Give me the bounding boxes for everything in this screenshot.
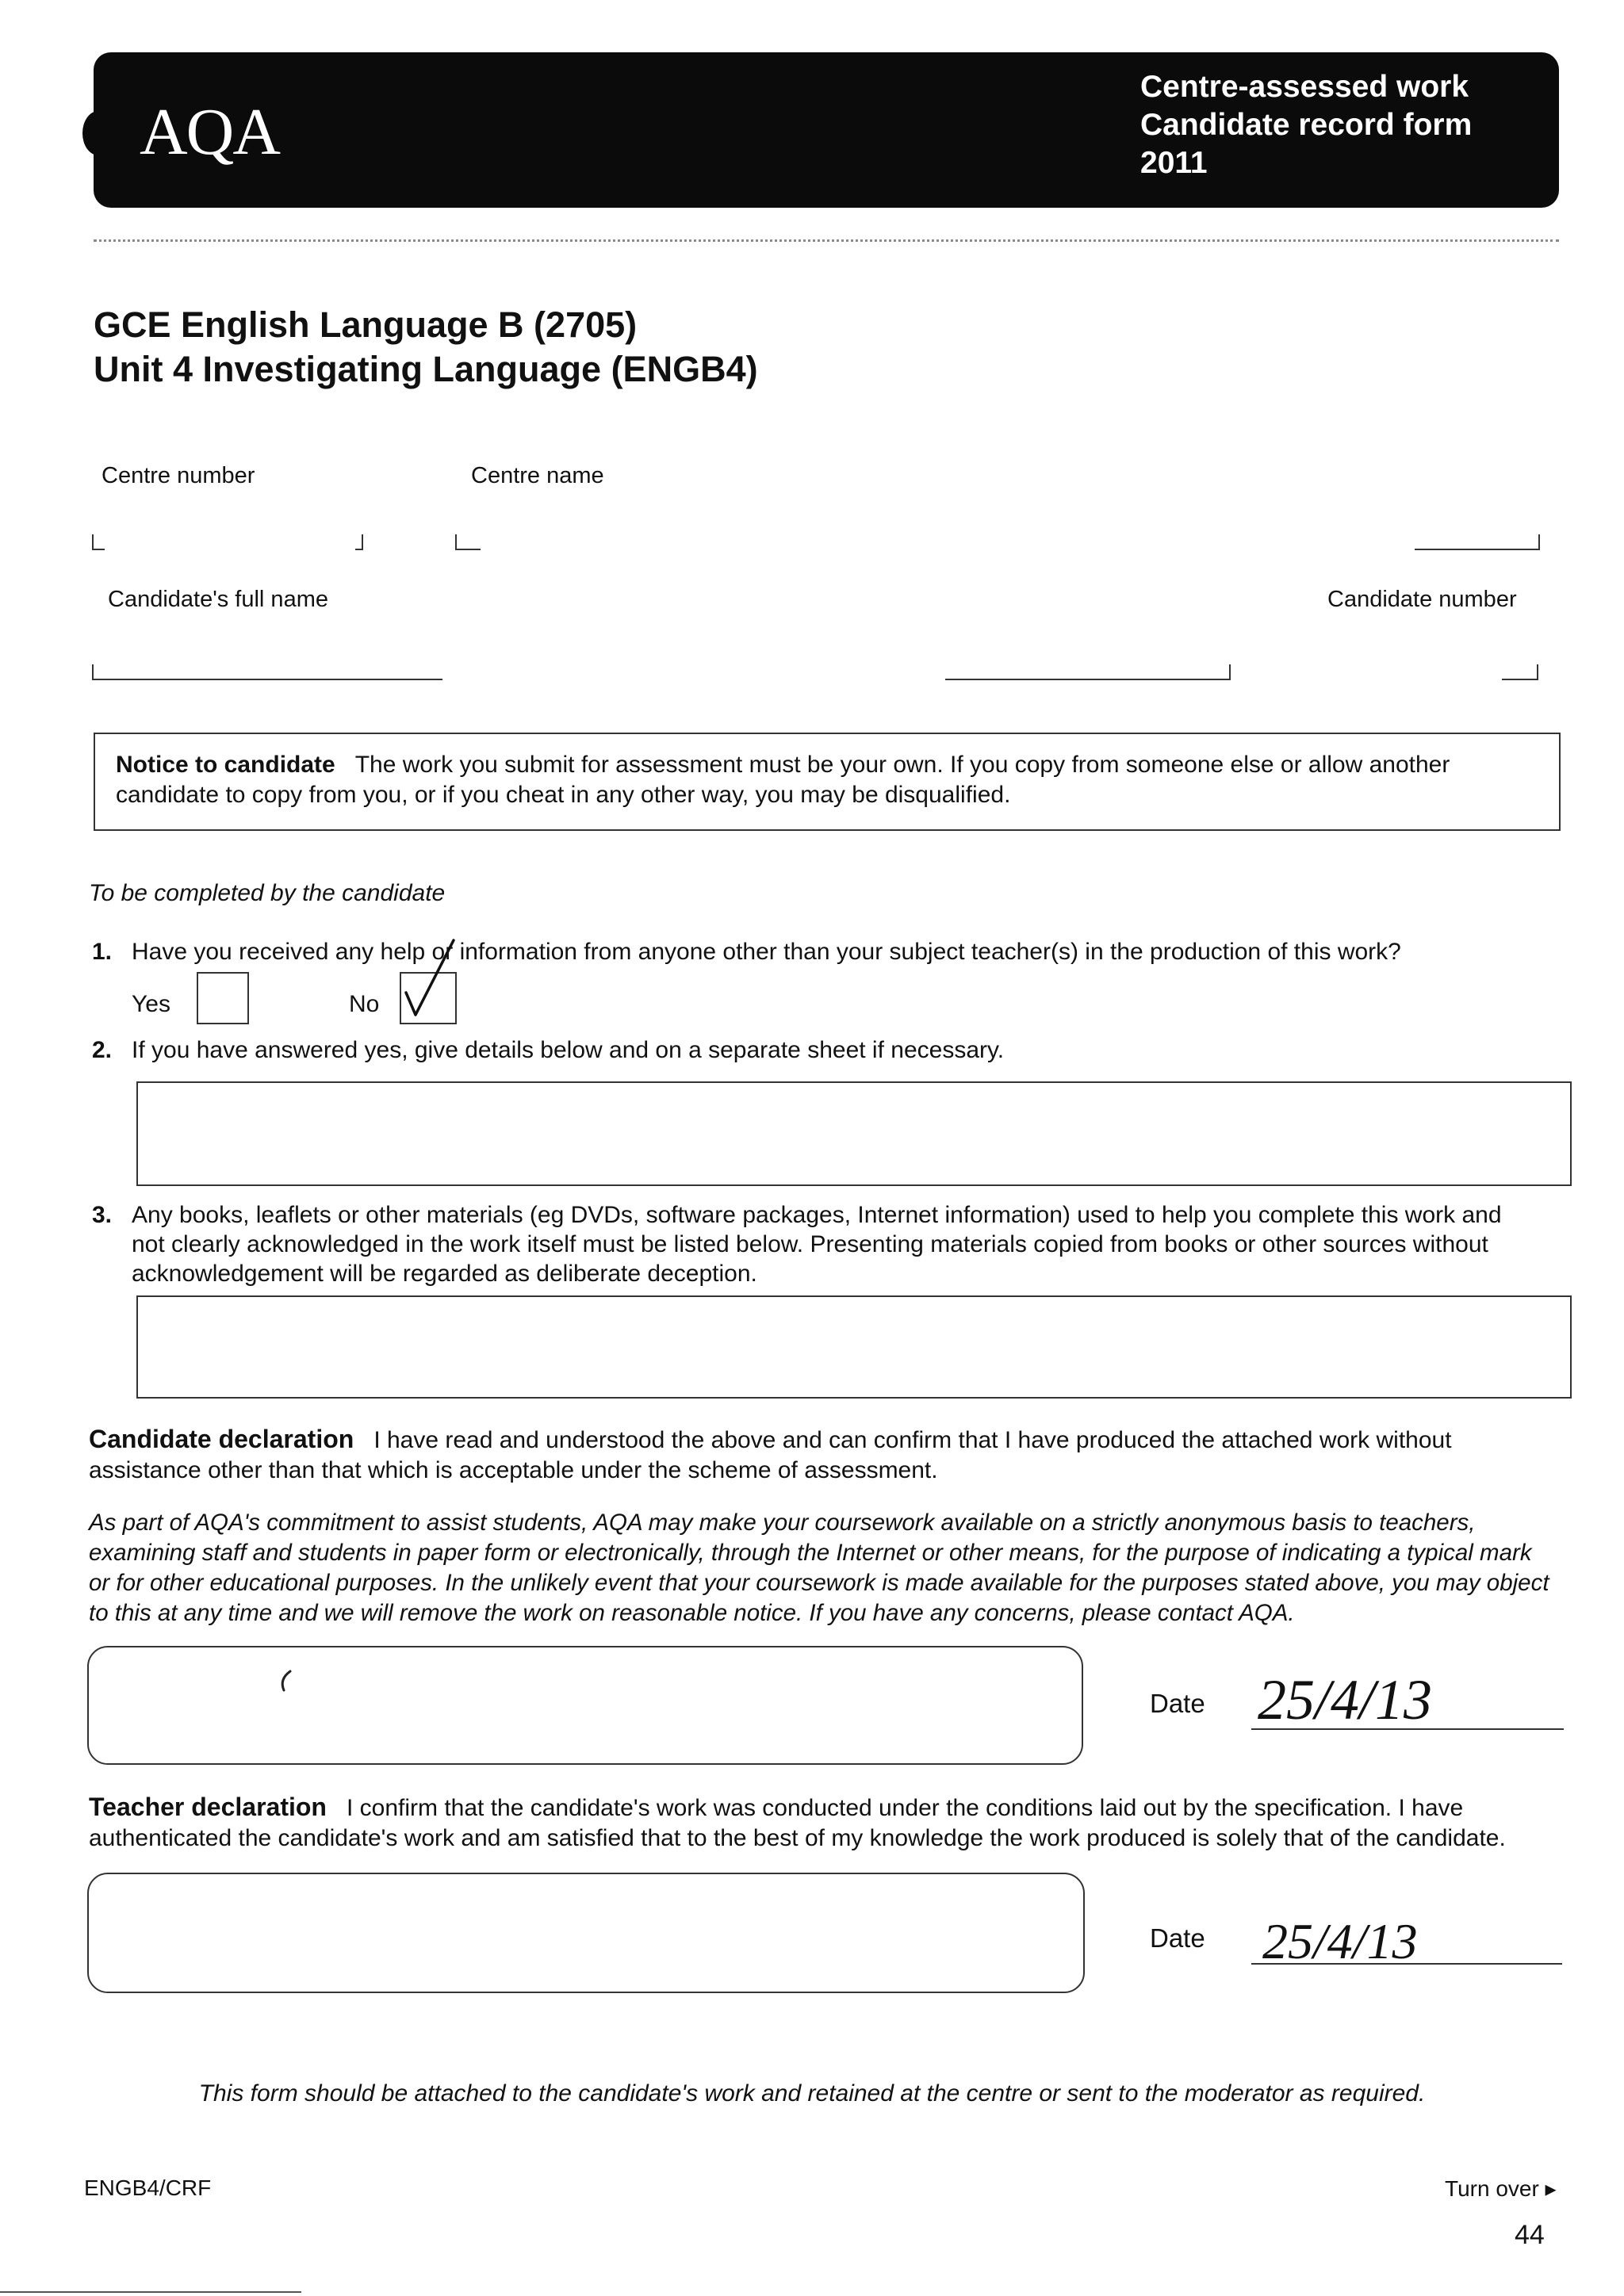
teacher-declaration-body: I confirm that the candidate's work was conducted under the conditions laid out by the specification. I have authenticated the candidate's work and am satisfied that to the best of my knowledge the work produced is solely that of the candidate. (89, 1795, 1506, 1851)
candidate-signature-box[interactable] (87, 1646, 1083, 1765)
teacher-date-label: Date (1150, 1923, 1205, 1953)
bottom-rule (0, 2291, 301, 2293)
q1-no-label: No (349, 991, 380, 1017)
q1-yes-label: Yes (132, 991, 170, 1017)
form-code: ENGB4/CRF (84, 2175, 212, 2200)
aqa-logo: AQA (140, 95, 279, 169)
candidate-number-label: Candidate number (1327, 587, 1517, 612)
banner-title-line-3: 2011 (1140, 146, 1208, 180)
q2-answer-box[interactable] (136, 1081, 1572, 1186)
notice-text (116, 750, 1543, 810)
q3-text: Any books, leaflets or other materials (eg DVDs, software packages, Internet information) used to help you complete this work and not clearly acknowledged in the work itself must be listed below. Presenting materials copied from books or other sources without acknowledgement will be regarded as deliberate deception. (132, 1202, 1502, 1287)
q1-text: Have you received any help or information from anyone other than your subject teacher(s) in the production of this work? (132, 939, 1401, 965)
unit-title (94, 303, 758, 392)
teacher-date-field[interactable] (1251, 1895, 1562, 1982)
handwritten-check-mark (389, 936, 476, 1031)
notice-heading: Notice to candidate (116, 752, 335, 778)
signature-mark (270, 1665, 301, 1705)
teacher-declaration (89, 1792, 1564, 1854)
page-number: 44 (1515, 2220, 1545, 2250)
banner-title (1140, 68, 1472, 182)
handwritten-date-text: 25/4/13 (1262, 1913, 1418, 1969)
candidate-declaration-body: I have read and understood the above and can confirm that I have produced the attached work without assistance other than that which is acceptable under the scheme of assessment. (89, 1427, 1452, 1483)
turn-over-link[interactable]: Turn over ▸ (1445, 2176, 1557, 2201)
handwritten-date-text: 25/4/13 (1258, 1668, 1433, 1732)
candidate-date-field[interactable] (1251, 1633, 1564, 1744)
q1-number: 1. (92, 939, 113, 965)
candidate-section-intro: To be completed by the candidate (89, 880, 446, 906)
teacher-declaration-heading: Teacher declaration (89, 1793, 327, 1821)
unit-title-line-2: Unit 4 Investigating Language (ENGB4) (94, 349, 758, 389)
footer-note: This form should be attached to the candidate's work and retained at the centre or sent to the moderator as required. (198, 2080, 1426, 2107)
centre-number-label: Centre number (102, 463, 255, 488)
banner-title-line-1: Centre-assessed work (1140, 70, 1469, 104)
banner-title-line-2: Candidate record form (1140, 108, 1473, 142)
q1-yes-checkbox[interactable] (197, 972, 249, 1024)
unit-title-line-1: GCE English Language B (2705) (94, 304, 638, 345)
q2-text: If you have answered yes, give details below and on a separate sheet if necessary. (132, 1037, 1005, 1063)
banner-notch (82, 111, 114, 155)
candidate-name-label: Candidate's full name (108, 587, 328, 612)
commitment-statement: As part of AQA's commitment to assist students, AQA may make your coursework available on a strictly anonymous basis to teachers, examining staff and students in paper form or electronically, through the Internet or other means, for the purpose of indicating a typical mark or for other educational purposes. In the unlikely event that your coursework is made available for the purposes stated above, you may object to this at any time and we will remove the work on reasonable notice. If you have any concerns, please contact AQA. (89, 1510, 1549, 1626)
handwritten-date-candidate (1251, 1633, 1564, 1744)
teacher-signature-box[interactable] (87, 1873, 1085, 1993)
handwritten-date-teacher (1251, 1895, 1562, 1982)
q3-answer-box[interactable] (136, 1295, 1572, 1399)
candidate-declaration-heading: Candidate declaration (89, 1425, 354, 1453)
candidate-date-label: Date (1150, 1689, 1205, 1718)
q3-number: 3. (92, 1202, 113, 1228)
q2-number: 2. (92, 1037, 113, 1063)
notice-body: The work you submit for assessment must be your own. If you copy from someone else or allow another candidate to copy from you, or if you cheat in any other way, you may be disqualified. (116, 752, 1450, 808)
header-divider (94, 239, 1559, 242)
candidate-declaration (89, 1424, 1556, 1486)
centre-name-label: Centre name (471, 463, 604, 488)
